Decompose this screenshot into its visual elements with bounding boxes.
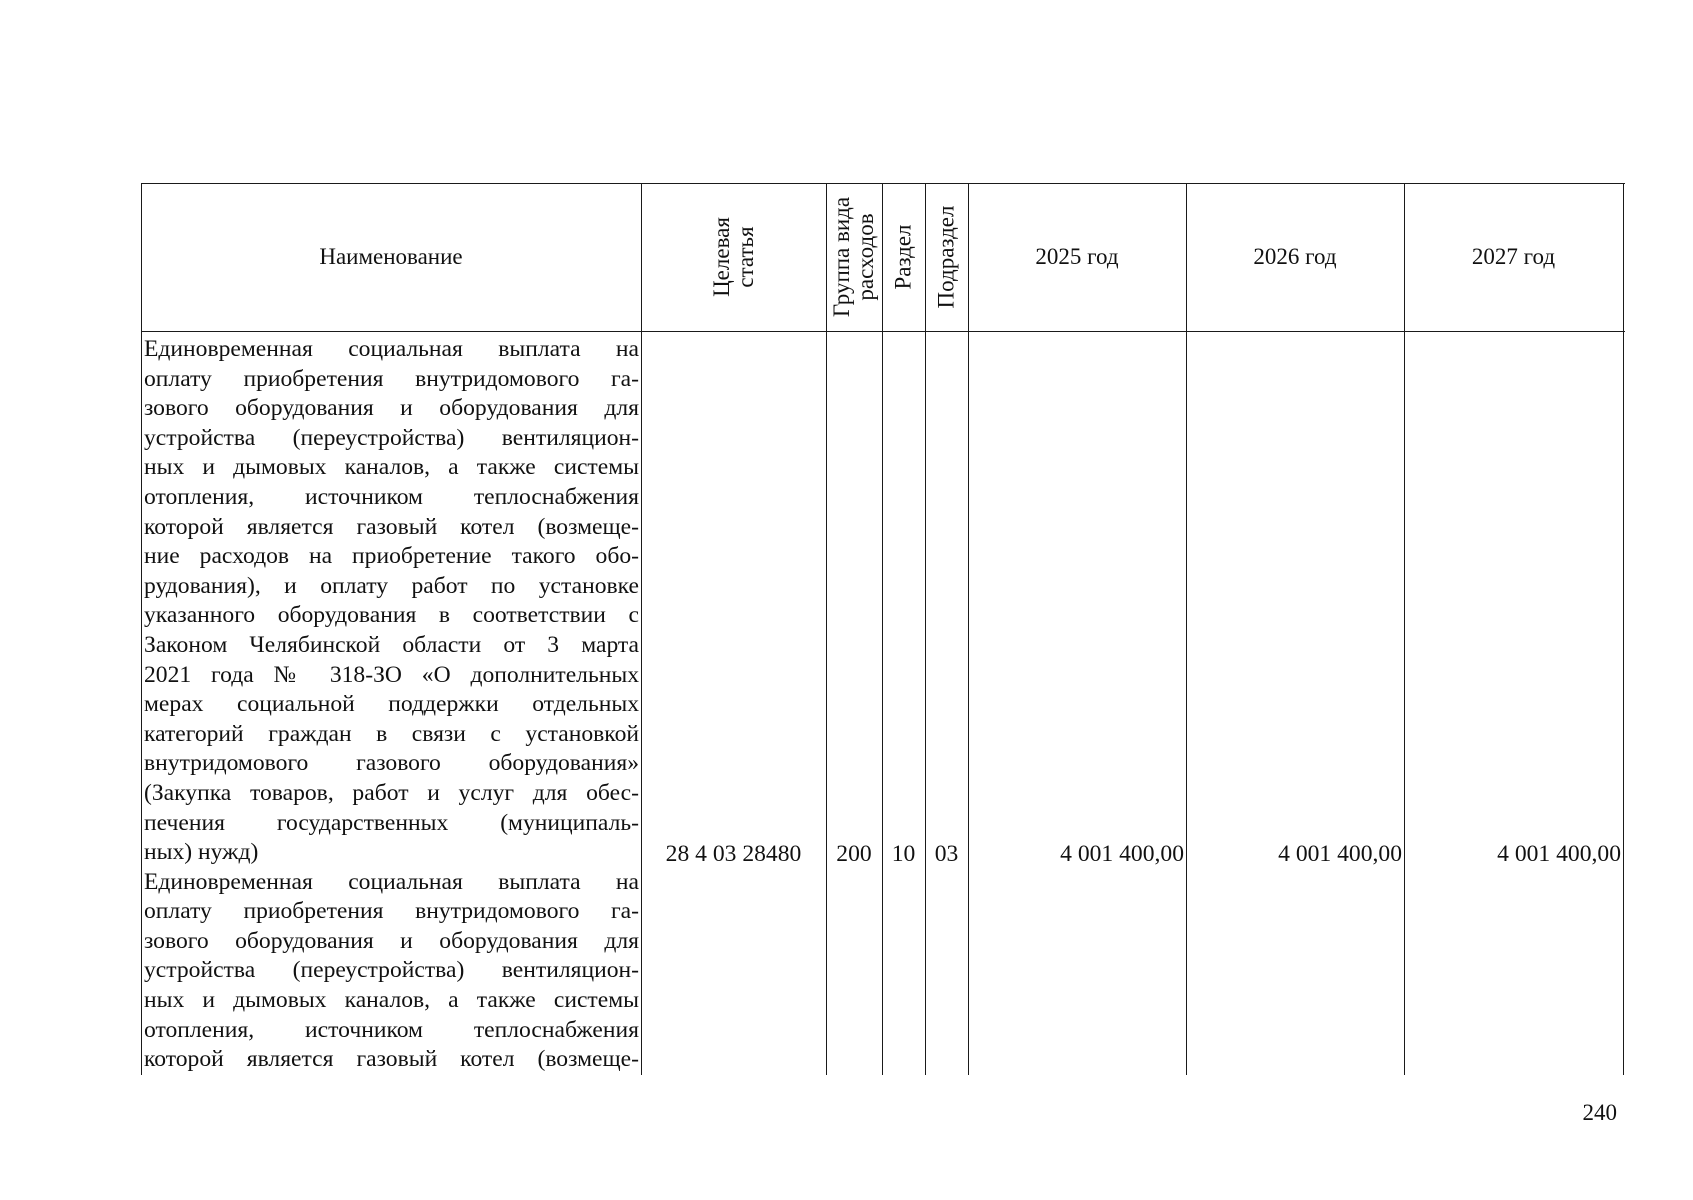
col-border: [1623, 183, 1624, 1075]
header-expense-group: [826, 183, 882, 331]
budget-table: [141, 183, 1625, 1075]
header-year-2027: [1404, 183, 1623, 331]
header-section-text: Раздел: [890, 224, 916, 290]
row1-name-line: оплату приобретения внутридомового га-: [144, 365, 639, 392]
header-year-2025: [968, 183, 1186, 331]
row1-amount-2025: 4 001 400,00: [1060, 841, 1184, 867]
row1-name-line: указанного оборудования в соответствии с: [144, 602, 639, 629]
row2-name-line: Единовременная социальная выплата на: [144, 868, 639, 895]
row1-name-line: рудования), и оплату работ по установке: [144, 572, 639, 599]
row1-name-line: категорий граждан в связи с установкой: [144, 720, 639, 747]
row1-subsection: 03: [934, 841, 959, 867]
header-year-2026-text: 2026 год: [1253, 244, 1337, 269]
row1-name-line: отопления, источником теплоснабжения: [144, 483, 639, 510]
header-year-2025-text: 2025 год: [1035, 244, 1119, 269]
row1-amount-2026: 4 001 400,00: [1278, 841, 1402, 867]
header-year-2027-text: 2027 год: [1471, 244, 1556, 269]
header-year-2026: [1186, 183, 1404, 331]
row1-name-line: (Закупка товаров, работ и услуг для обес-: [144, 779, 639, 806]
row1-name-line: печения государственных (муниципаль-: [144, 809, 639, 836]
row1-name-line: ных и дымовых каналов, а также системы: [144, 454, 639, 481]
row2-name-line: оплату приобретения внутридомового га-: [144, 898, 639, 925]
header-name-text: Наименование: [319, 244, 463, 269]
row1-name-line: внутридомового газового оборудования»: [144, 750, 639, 777]
header-bottom-border: [141, 331, 1625, 332]
row2-name-line: устройства (переустройства) вентиляцион-: [144, 957, 639, 984]
row1-amount-2027: 4 001 400,00: [1497, 841, 1621, 867]
row1-name-line: Единовременная социальная выплата на: [144, 336, 639, 362]
row1-name-line: зового оборудования и оборудования для: [144, 395, 639, 422]
row1-name-line: устройства (переустройства) вентиляцион-: [144, 424, 639, 451]
row1-section: 10: [891, 841, 916, 867]
header-target-article-line1: Целевая: [708, 217, 734, 297]
row-name-cell: [144, 335, 639, 1075]
row1-name-line: Законом Челябинской области от 3 марта: [144, 631, 639, 658]
header-target-article: [641, 183, 826, 331]
header-name: [141, 183, 641, 331]
header-target-article-line2: статья: [732, 226, 758, 288]
header-subsection: [925, 183, 968, 331]
header-section: [882, 183, 925, 331]
row1-name-line: ние расходов на приобретение такого обо-: [144, 543, 639, 570]
page-number: 240: [1582, 1100, 1617, 1125]
row1-name-line: мерах социальной поддержки отдельных: [144, 691, 639, 718]
row2-name-line: зового оборудования и оборудования для: [144, 927, 639, 954]
row2-name-line: которой является газовый котел (возмеще-: [144, 1046, 639, 1073]
header-expense-group-line1: Группа вида: [829, 196, 855, 318]
row1-target-article: 28 4 03 28480: [665, 841, 802, 867]
row1-name-line: ных) нужд): [144, 839, 259, 866]
header-expense-group-line2: расходов: [853, 213, 879, 301]
row2-name-line: отопления, источником теплоснабжения: [144, 1016, 639, 1043]
row1-name-line: 2021 года № 318-ЗО «О дополнительных: [144, 661, 639, 688]
row1-expense-group: 200: [836, 841, 872, 867]
row2-name-line: ных и дымовых каналов, а также системы: [144, 987, 639, 1014]
row1-name-line: которой является газовый котел (возмеще-: [144, 513, 639, 540]
header-subsection-text: Подраздел: [933, 205, 959, 309]
